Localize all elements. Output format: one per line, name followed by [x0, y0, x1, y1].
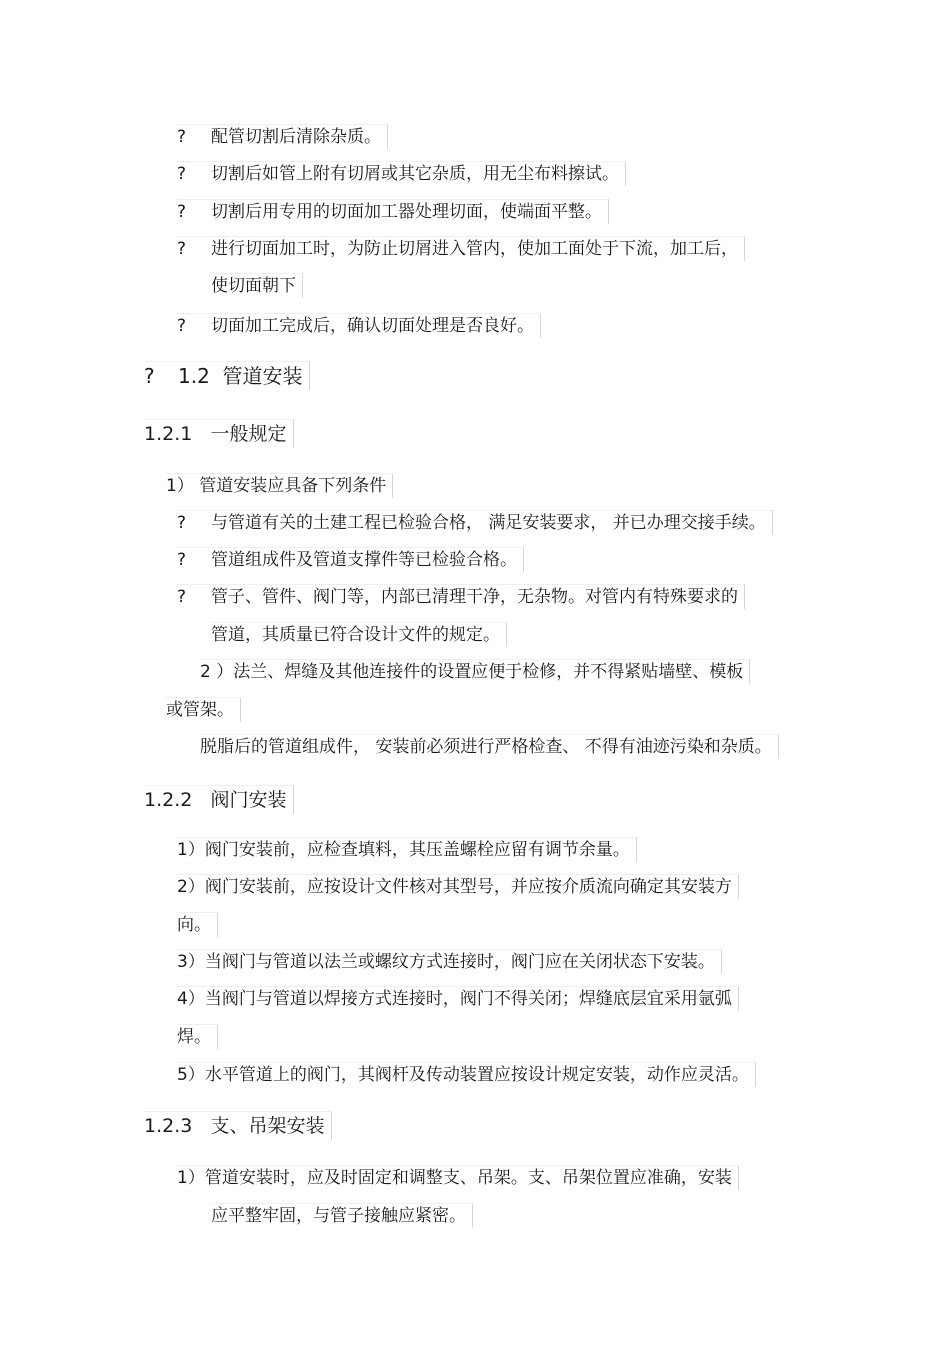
numbered-item: 3）当阀门与管道以法兰或螺纹方式连接时，阀门应在关闭状态下安装。 [177, 949, 722, 974]
list-item-text: 管道组成件及管道支撑件等已检验合格。 [211, 550, 517, 570]
numbered-item-continuation: 焊。 [177, 1024, 218, 1049]
section-number: 1.2 [178, 364, 210, 388]
section-heading-1-2-3 [144, 1111, 332, 1140]
bullet-marker: ? [177, 550, 187, 570]
list-item-continuation: 管道，其质量已符合设计文件的规定。 [211, 622, 507, 647]
list-item-text: 管子、管件、阀门等，内部已清理干净，无杂物。对管内有特殊要求的 [211, 587, 738, 607]
list-item [177, 199, 609, 224]
bullet-marker: ? [177, 127, 187, 147]
section-number: 1.2.3 [144, 1115, 193, 1137]
numbered-item: 4）当阀门与管道以焊接方式连接时，阀门不得关闭；焊缝底层宜采用氩弧 [177, 986, 739, 1011]
numbered-item: 1）管道安装时，应及时固定和调整支、吊架。支、吊架位置应准确，安装 [177, 1165, 739, 1190]
section-heading-1-2-2 [144, 785, 294, 814]
list-item [177, 236, 745, 261]
list-item [177, 584, 745, 609]
section-title: 一般规定 [210, 423, 287, 445]
numbered-item-continuation: 应平整牢固，与管子接触应紧密。 [211, 1203, 473, 1228]
list-item-text: 切割后用专用的切面加工器处理切面，使端面平整。 [211, 202, 602, 222]
section-number: 1.2.1 [144, 423, 193, 445]
bullet-marker: ? [177, 513, 187, 533]
list-item-text: 进行切面加工时，为防止切屑进入管内，使加工面处于下流，加工后， [211, 239, 738, 259]
list-item [177, 313, 541, 338]
list-item-continuation: 使切面朝下 [211, 273, 303, 298]
numbered-item: 2 ）法兰、焊缝及其他连接件的设置应便于检修，并不得紧贴墙壁、模板 [200, 659, 750, 684]
list-item-text: 切面加工完成后，确认切面处理是否良好。 [211, 316, 534, 336]
bullet-marker: ? [144, 364, 155, 388]
section-title: 支、吊架安装 [210, 1115, 325, 1137]
list-item-text: 配管切割后清除杂质。 [211, 127, 381, 147]
paragraph: 脱脂后的管道组成件， 安装前必须进行严格检查、 不得有油迹污染和杂质。 [200, 734, 779, 759]
numbered-item-continuation: 向。 [177, 912, 218, 937]
bullet-marker: ? [177, 239, 187, 259]
list-item [177, 547, 524, 572]
section-title: 阀门安装 [210, 789, 287, 811]
list-item [177, 510, 773, 535]
bullet-marker: ? [177, 587, 187, 607]
numbered-item: 5）水平管道上的阀门，其阀杆及传动装置应按设计规定安装，动作应灵活。 [177, 1062, 756, 1087]
section-title: 管道安装 [222, 364, 303, 388]
section-heading-1-2 [144, 361, 310, 390]
section-heading-1-2-1 [144, 419, 294, 448]
list-item-text: 与管道有关的土建工程已检验合格， 满足安装要求， 并已办理交接手续。 [211, 513, 766, 533]
bullet-marker: ? [177, 316, 187, 336]
numbered-item: 1） 管道安装应具备下列条件 [166, 473, 393, 498]
list-item [177, 161, 626, 186]
numbered-item: 1）阀门安装前，应检查填料，其压盖螺栓应留有调节余量。 [177, 837, 637, 862]
numbered-item: 2）阀门安装前，应按设计文件核对其型号，并应按介质流向确定其安装方 [177, 874, 739, 899]
bullet-marker: ? [177, 164, 187, 184]
section-number: 1.2.2 [144, 789, 193, 811]
numbered-item-continuation: 或管架。 [166, 697, 241, 722]
list-item [177, 124, 388, 149]
bullet-marker: ? [177, 202, 187, 222]
list-item-text: 切割后如管上附有切屑或其它杂质，用无尘布料擦试。 [211, 164, 619, 184]
